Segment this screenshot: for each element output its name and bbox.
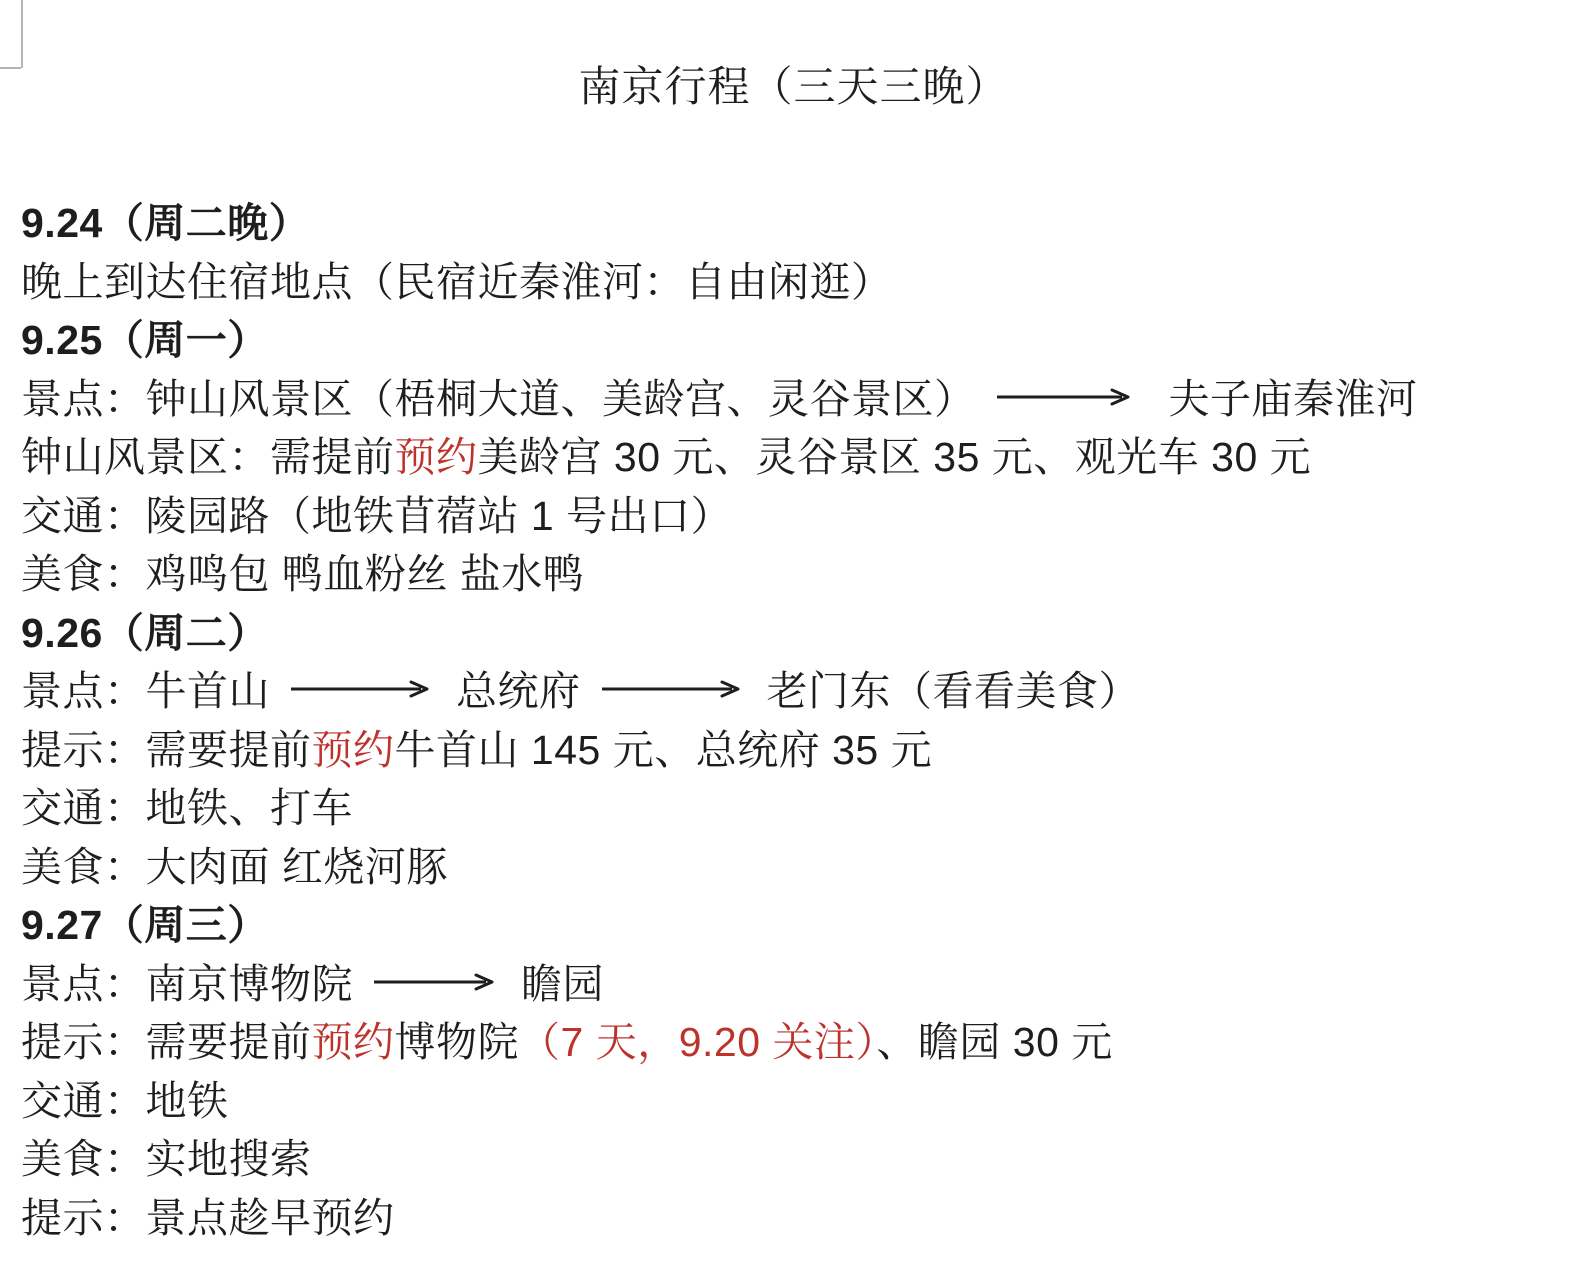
day4-spot-2: 瞻园 [521,960,604,1007]
day4-tips-red-note: （7 天，9.20 关注） [519,1019,877,1065]
day3-tips-keyword: 预约 [311,726,395,773]
day3-spot-1: 景点：牛首山 [21,668,270,714]
day3-spot-3: 老门东（看看美食） [766,668,1140,714]
page-corner-mark-horizontal [0,67,21,69]
day3-tips-post: 牛首山 145 元、总统府 35 元 [394,726,933,773]
day4-tips-line [21,1013,1587,1072]
day3-tips-pre: 提示：需要提前 [21,726,312,773]
day2-booking-post: 美龄宫 30 元、灵谷景区 35 元、观光车 30 元 [477,434,1312,480]
day4-note-line: 提示：景点趁早预约 [21,1194,395,1241]
day3-heading: 9.26（周二） [21,609,269,656]
day4-food-line: 美食：实地搜索 [21,1136,312,1182]
document-body [0,194,1587,1247]
day4-spot-1: 景点：南京博物院 [21,960,353,1007]
day1-heading: 9.24（周二晚） [21,200,311,246]
document-title: 南京行程（三天三晚） [578,63,1009,110]
right-arrow-icon [996,387,1131,407]
right-arrow-icon [601,679,741,699]
day4-tips-pre: 提示：需要提前 [21,1019,312,1065]
day2-booking-keyword: 预约 [394,434,478,480]
day2-booking-pre: 钟山风景区：需提前 [21,434,395,480]
day4-tips-keyword: 预约 [311,1019,395,1065]
day4-tips-post: 、瞻园 30 元 [876,1019,1113,1065]
day3-spots-line [21,662,1587,721]
day3-transport-line: 交通：地铁、打车 [21,785,353,831]
day3-food-line: 美食：大肉面 红烧河豚 [21,843,448,890]
day2-heading: 9.25（周一） [21,317,269,363]
day4-tips-mid: 博物院 [394,1019,519,1065]
day1-arrival-line: 晚上到达住宿地点（民宿近秦淮河：自由闲逛） [21,258,893,305]
day4-heading: 9.27（周三） [21,902,269,948]
day2-food-line: 美食：鸡鸣包 鸭血粉丝 盐水鸭 [21,551,585,597]
right-arrow-icon [373,972,495,992]
right-arrow-icon [290,679,430,699]
page-corner-mark-vertical [21,0,23,68]
day4-transport-line: 交通：地铁 [21,1077,229,1124]
day4-spots-line [21,955,1587,1014]
day2-transport-line: 交通：陵园路（地铁苜蓿站 1 号出口） [21,492,733,539]
day3-tips-line [21,721,1587,780]
day2-spots-line [21,370,1587,429]
day3-spot-2: 总统府 [456,668,581,714]
day2-spots-text: 景点：钟山风景区（梧桐大道、美龄宫、灵谷景区） [21,375,976,422]
day2-booking-line [21,428,1587,487]
day2-spots-destination: 夫子庙秦淮河 [1168,375,1418,422]
